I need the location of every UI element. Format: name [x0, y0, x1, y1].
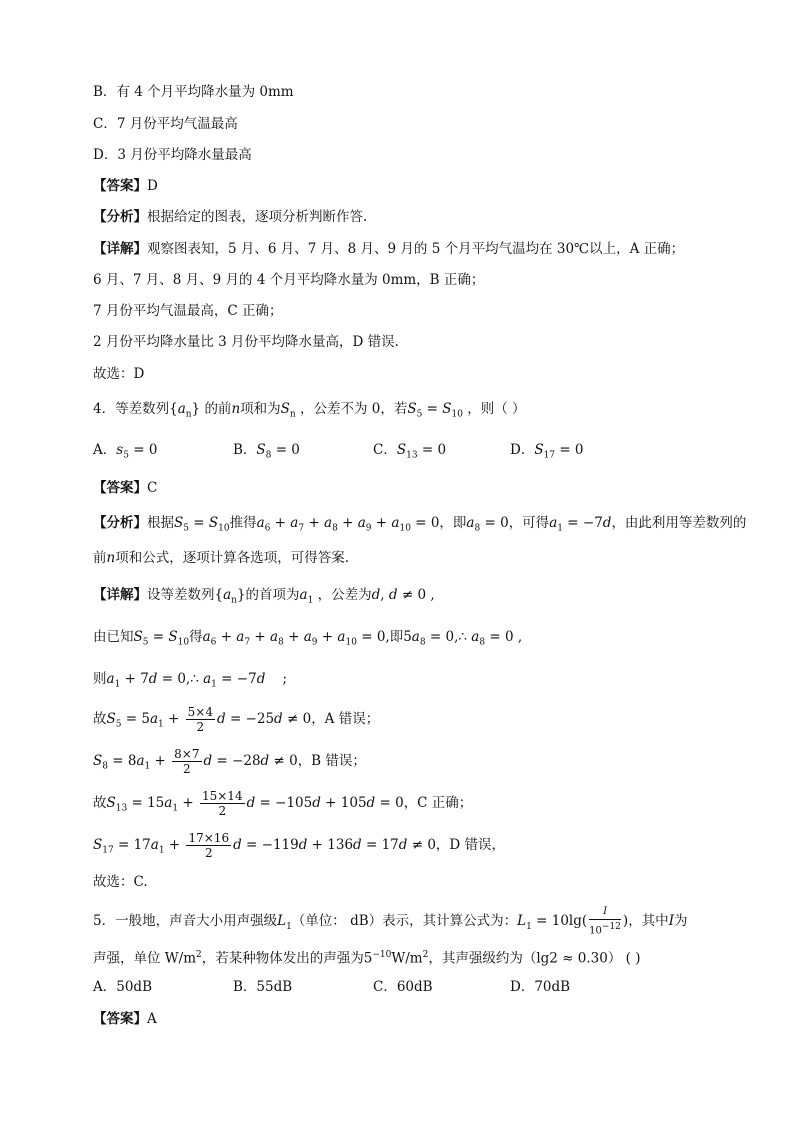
- detail-text: 观察图表知，5 月、6 月、7 月、8 月、9 月的 5 个月平均气温均在 30℃以上，A 正确；: [147, 241, 685, 257]
- q4-analysis-1: 【分析】根据$S_5 = S_{10}$推得$a_6 + a_7 + a_8 + a_9 + a_{10} = 0$，即$a_8 = 0$，可得$a_1 = -7d$，由此利用等差数列的: [93, 515, 747, 534]
- q5-option-c: C．60dB: [373, 979, 433, 995]
- q4-option-b: B．$S_8 = 0$: [233, 442, 300, 461]
- q3-choose: 故选：D: [93, 366, 145, 382]
- q4-s5: 故$S_5 = 5a_1$ + $\frac{5\times 4}{2}$ d = −25d ≠ 0，A 错误；: [93, 705, 380, 734]
- answer-tag: 【答案】: [93, 178, 147, 194]
- q5-stem-1: 5．一般地，声音大小用声强级$L_1$（单位： dB）表示，其计算公式为：$L_1 = 10\lg$( $\frac{I}{10^{-12}}$ )，其中I为: [93, 906, 688, 937]
- analysis-tag: 【分析】: [93, 209, 147, 225]
- q5-option-d: D．70dB: [510, 979, 571, 995]
- q5-answer: 【答案】A: [93, 1011, 157, 1027]
- q4-option-c: C．$S_{13} = 0$: [373, 442, 447, 461]
- q3-option-b: B．有 4 个月平均降水量为 0mm: [93, 84, 294, 100]
- q3-detail-3: 7 月份平均气温最高，C 正确；: [93, 303, 283, 319]
- q4-then: 则$a_1 + 7d$ = 0,∴ $a_1 = -7d$ ;: [93, 671, 288, 690]
- q4-choose: 故选：C.: [93, 874, 148, 890]
- q4-analysis-2: 前n项和公式，逐项计算各选项，可得答案.: [93, 550, 349, 566]
- q5-option-a: A．50dB: [93, 979, 152, 995]
- q3-answer: [93, 177, 158, 195]
- q4-s8: $S_8 = 8a_1$ + $\frac{8\times 7}{2}$ d = −28d ≠ 0，B 错误；: [93, 747, 366, 776]
- q3-detail-1: [93, 240, 684, 258]
- q3-option-c: C．7 月份平均气温最高: [93, 116, 238, 132]
- q4-s17: $S_{17} = 17a_1$ + $\frac{17\times 16}{2}$ d = −119d + 136d = 17d ≠ 0，D 错误，: [93, 831, 506, 860]
- q4-answer: 【答案】C: [93, 480, 158, 496]
- q5-options: [93, 978, 570, 996]
- q3-detail-4: 2 月份平均降水量比 3 月份平均降水量高，D 错误.: [93, 334, 399, 350]
- detail-tag: 【详解】: [93, 241, 147, 257]
- q4-s13: 故$S_{13} = 15a_1$ + $\frac{15\times 14}{2}$ d = −105d + 105d = 0，C 正确；: [93, 789, 473, 818]
- q3-option-d: D．3 月份平均降水量最高: [93, 147, 252, 163]
- q4-option-d: D．$S_{17} = 0$: [510, 442, 584, 461]
- q4-options: [93, 441, 584, 465]
- analysis-text: 根据给定的图表，逐项分析判断作答.: [147, 209, 368, 225]
- q3-detail-2: 6 月、7 月、8 月、9 月的 4 个月平均降水量为 0mm，B 正确；: [93, 272, 485, 288]
- q4-detail: 【详解】设等差数列$\{a_n\}$的首项为$a_1$ ，公差为d, d ≠ 0 ,: [93, 587, 435, 606]
- q4-given: 由已知$S_5 = S_{10}$得$a_6 + a_7 + a_8 + a_9 + a_{10} = 0$,即$5a_8$ = 0,∴ $a_8 = 0$ ,: [93, 629, 523, 648]
- q5-option-b: B．55dB: [233, 979, 293, 995]
- q5-stem-2: 声强，单位 $W/m^2$，若某种物体发出的声强为$5^{-10}W/m^2$，其声强级约为（lg2 ≈ 0.30） ( ): [93, 950, 641, 967]
- q3-analysis: [93, 208, 367, 226]
- answer-value: D: [147, 178, 158, 194]
- q4-stem: 4．等差数列$\{a_n\}$ 的前n项和为$S_n$ ，公差不为 0，若$S_5 = S_{10}$ ，则（ ）: [93, 401, 526, 420]
- q4-option-a: A．$s_5 = 0$: [93, 442, 158, 461]
